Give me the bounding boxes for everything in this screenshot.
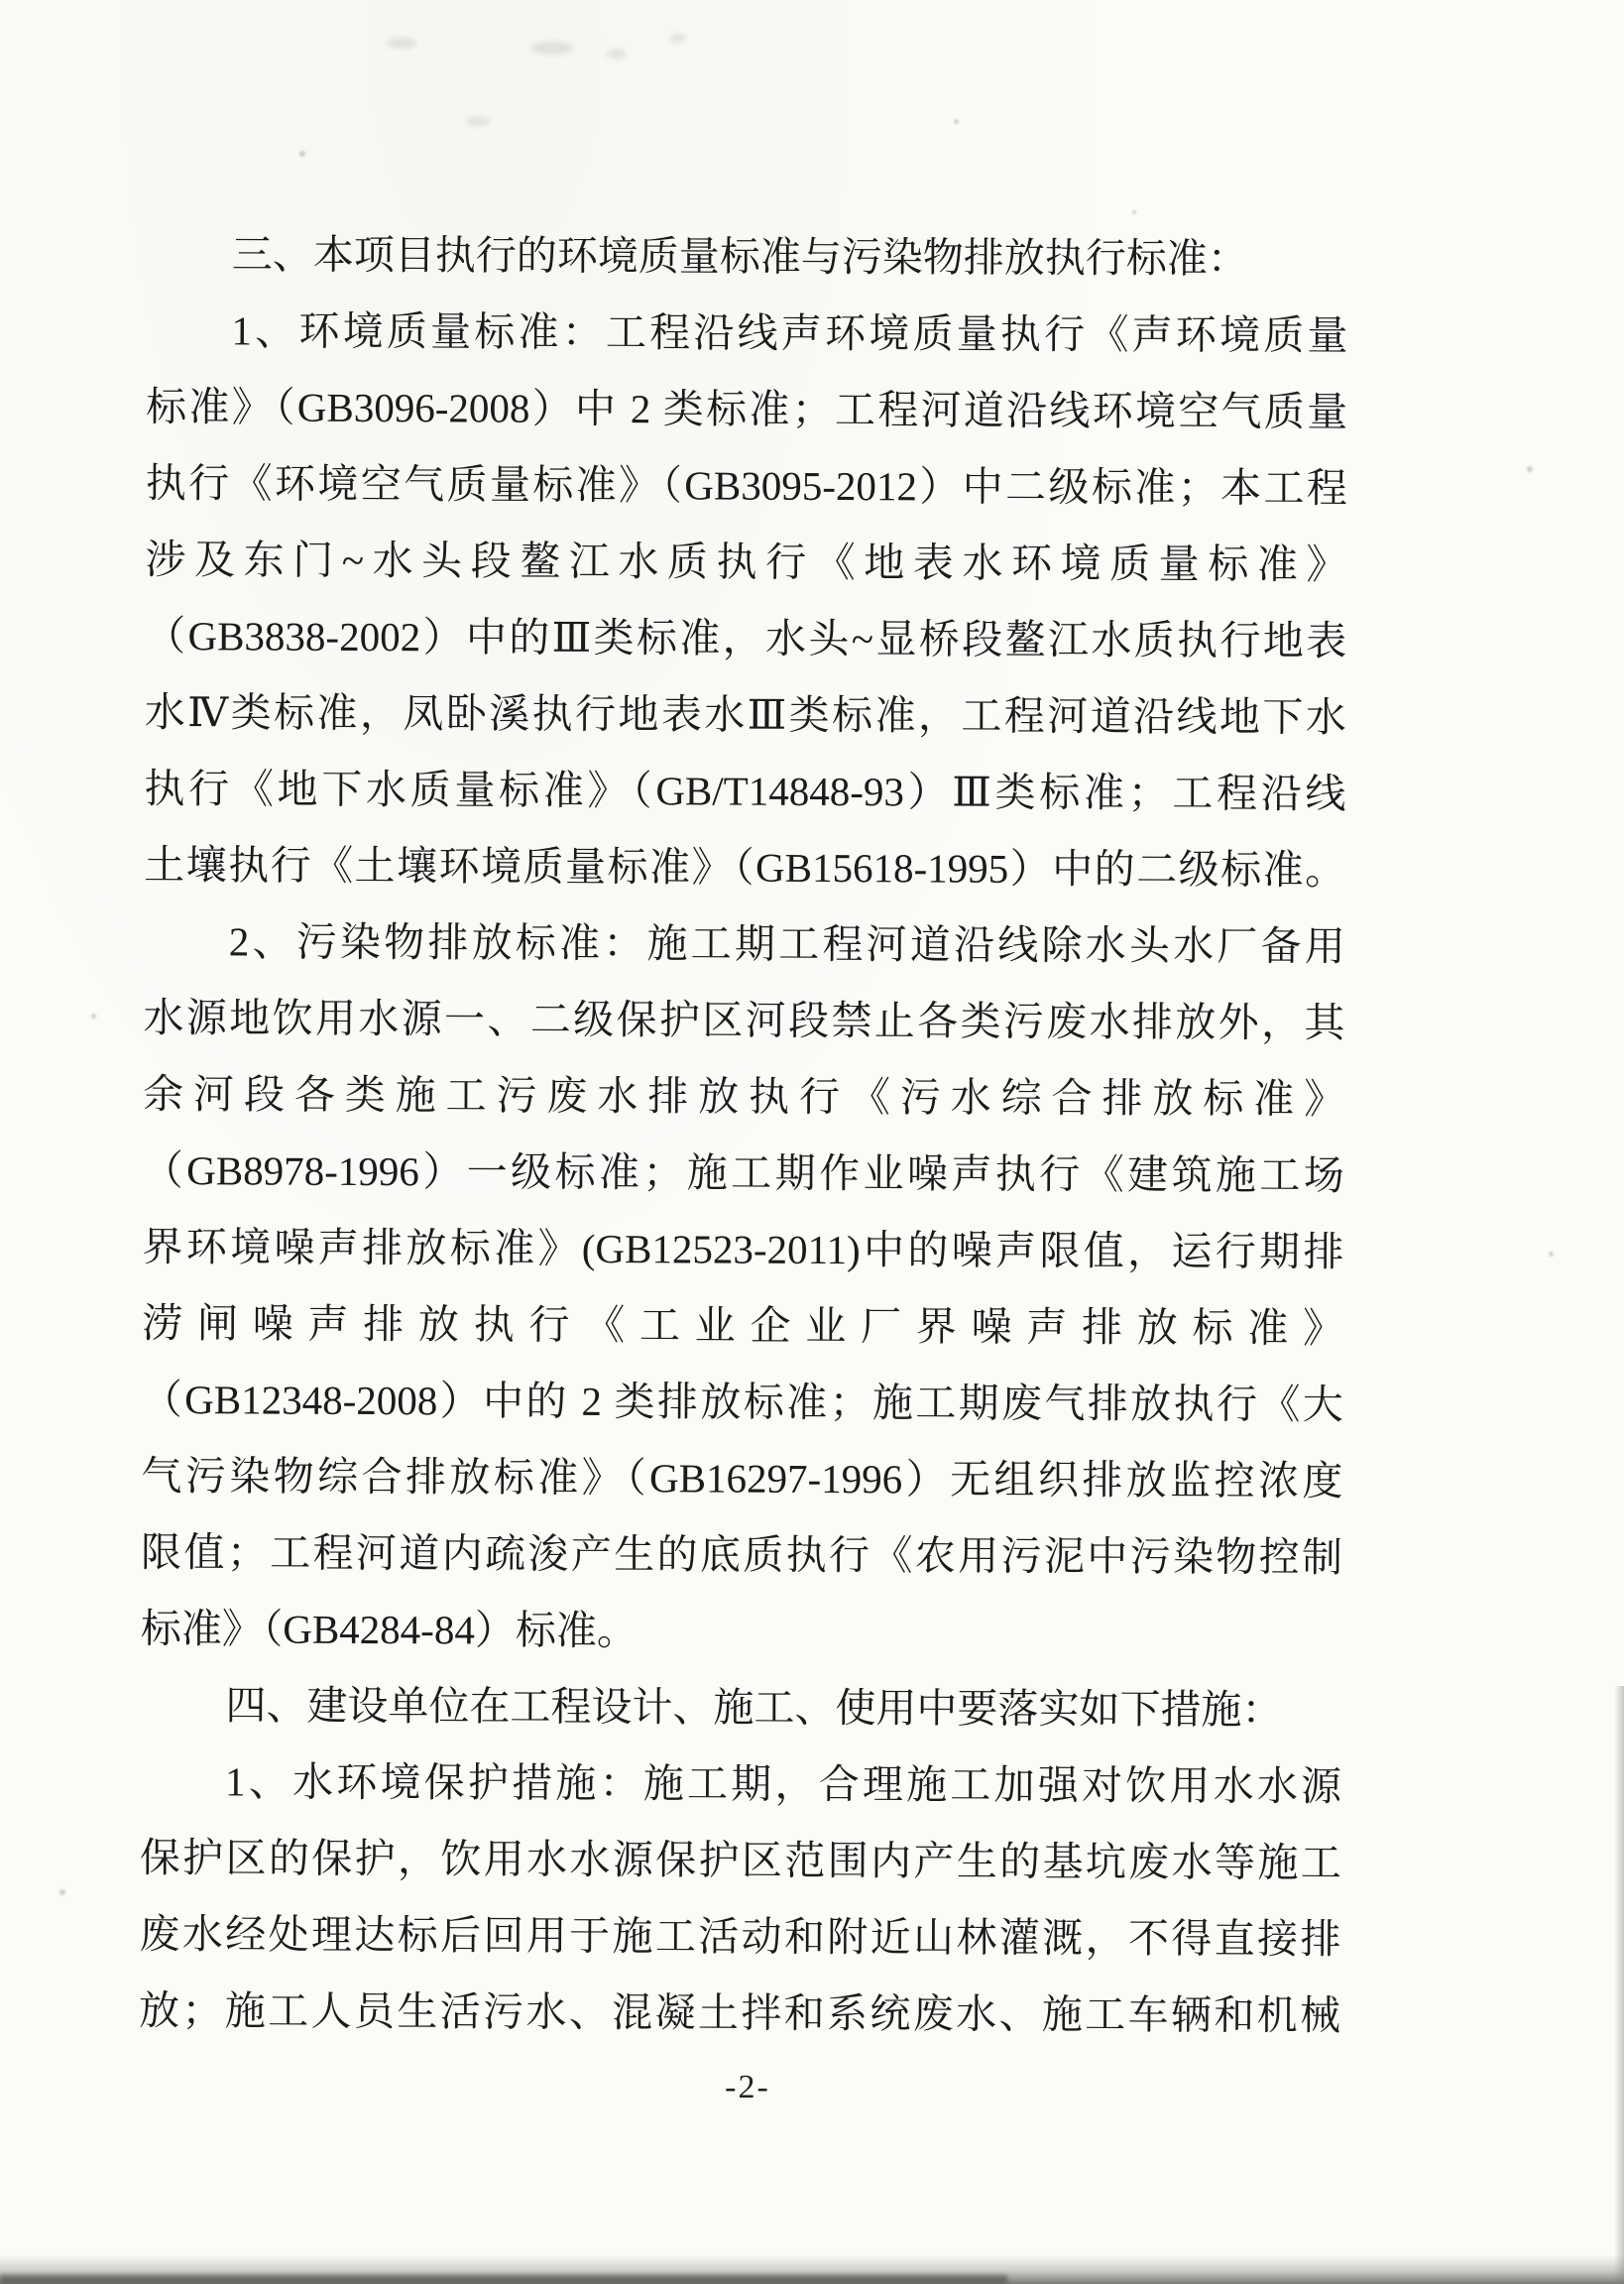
text-line: 气污染物综合排放标准》（GB16297-1996）无组织排放监控浓度 bbox=[141, 1452, 1343, 1504]
text-line: （GB8978-1996）一级标准；施工期作业噪声执行《建筑施工场 bbox=[142, 1146, 1344, 1199]
text-line: 2、污染物排放标准：施工期工程河道沿线除水头水厂备用 bbox=[228, 918, 1345, 970]
text-line: 执行《地下水质量标准》（GB/T14848-93）Ⅲ类标准；工程沿线 bbox=[144, 765, 1346, 817]
scan-noise-smudge bbox=[607, 50, 627, 59]
scan-noise-speck bbox=[954, 119, 959, 124]
text-line: 四、建设单位在工程设计、施工、使用中要落实如下措施： bbox=[225, 1682, 1283, 1734]
scan-noise-smudge bbox=[387, 38, 416, 49]
scan-noise-smudge bbox=[530, 42, 574, 55]
scan-noise-smudge bbox=[670, 34, 686, 43]
scan-noise-speck bbox=[299, 151, 305, 157]
text-line: 土壤执行《土壤环境质量标准》（GB15618-1995）中的二级标准。 bbox=[144, 841, 1346, 894]
text-line: 涉及东门~水头段鳌江水质执行《地表水环境质量标准》 bbox=[145, 536, 1347, 588]
text-line: （GB12348-2008）中的 2 类排放标准；施工期废气排放执行《大 bbox=[141, 1376, 1343, 1428]
text-line: 水Ⅳ类标准，凤卧溪执行地表水Ⅲ类标准，工程河道沿线地下水 bbox=[144, 688, 1346, 741]
text-line: 执行《环境空气质量标准》（GB3095-2012）中二级标准；本工程 bbox=[145, 459, 1347, 512]
text-line: 保护区的保护，饮用水水源保护区范围内产生的基坑废水等施工 bbox=[139, 1834, 1341, 1886]
text-line: 限值；工程河道内疏浚产生的底质执行《农用污泥中污染物控制 bbox=[141, 1528, 1343, 1581]
text-line: 1、水环境保护措施：施工期，合理施工加强对饮用水水源 bbox=[225, 1758, 1342, 1810]
scan-edge-bottom-shadow bbox=[0, 2275, 1007, 2284]
text-line: 余河段各类施工污废水排放执行《污水综合排放标准》 bbox=[143, 1070, 1345, 1123]
scan-edge-right bbox=[1614, 1686, 1624, 2284]
text-line: （GB3838-2002）中的Ⅲ类标准，水头~显桥段鳌江水质执行地表 bbox=[145, 612, 1347, 664]
scan-noise-speck bbox=[1132, 210, 1136, 214]
scan-noise-speck bbox=[1527, 466, 1533, 472]
text-line: 标准》（GB3096-2008）中 2 类标准；工程河道沿线环境空气质量 bbox=[146, 383, 1348, 435]
text-block bbox=[139, 216, 1348, 2054]
text-line: 1、环境质量标准：工程沿线声环境质量执行《声环境质量 bbox=[231, 307, 1348, 359]
scan-noise-speck bbox=[59, 1889, 65, 1895]
scan-noise-speck bbox=[1549, 1252, 1554, 1257]
text-line: 水源地饮用水源一、二级保护区河段禁止各类污废水排放外，其 bbox=[143, 994, 1345, 1046]
text-line: 标准》（GB4284-84）标准。 bbox=[140, 1605, 638, 1654]
text-line: 三、本项目执行的环境质量标准与污染物排放执行标准： bbox=[231, 231, 1248, 282]
text-line: 涝闸噪声排放执行《工业企业厂界噪声排放标准》 bbox=[142, 1299, 1344, 1352]
scan-noise-smudge bbox=[466, 117, 490, 126]
scan-noise-speck bbox=[91, 1014, 96, 1019]
text-line: 界环境噪声排放标准》(GB12523-2011)中的噪声限值，运行期排 bbox=[142, 1223, 1344, 1275]
page-number: -2- bbox=[725, 2069, 770, 2105]
text-line: 放；施工人员生活污水、混凝土拌和系统废水、施工车辆和机械 bbox=[139, 1986, 1341, 2039]
text-line: 废水经处理达标后回用于施工活动和附近山林灌溉，不得直接排 bbox=[139, 1910, 1341, 1963]
